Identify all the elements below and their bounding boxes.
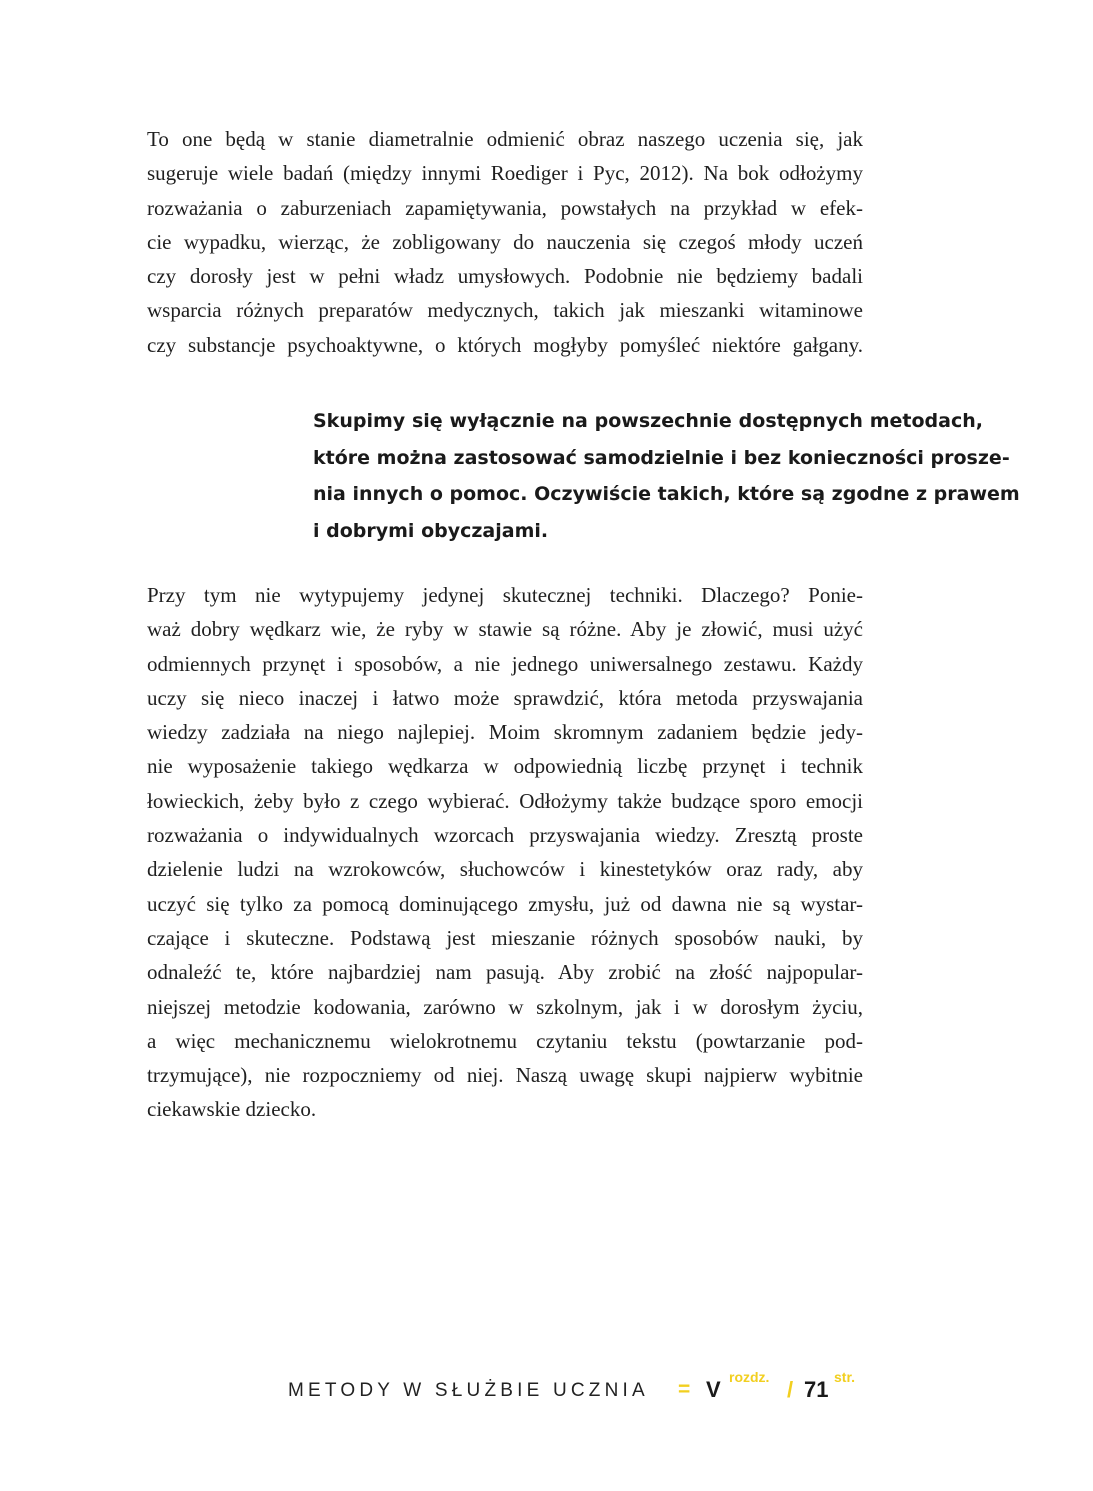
text-line: wsparcia różnych preparatów medycznych, takich jak mieszanki witaminowe <box>147 298 863 323</box>
pull-quote <box>313 403 1020 549</box>
text-line: odnaleźć te, które najbardziej nam pasują. Aby zrobić na złość najpopular- <box>147 960 863 985</box>
text-line: nie wyposażenie takiego wędkarza w odpowiednią liczbę przynęt i technik <box>147 754 863 779</box>
text-line: cie wypadku, wierząc, że zobligowany do nauczenia się czegoś młody uczeń <box>147 229 863 254</box>
page-number: 71 <box>804 1377 829 1402</box>
text-line: To one będą w stanie diametralnie odmienić obraz naszego uczenia się, jak <box>147 127 863 151</box>
page-label: str. <box>834 1369 856 1385</box>
text-line: a więc mechanicznemu wielokrotnemu czytaniu tekstu (powtarzanie pod- <box>147 1028 863 1053</box>
text-line: dzielenie ludzi na wzrokowców, słuchowców i kinestetyków oraz rady, aby <box>147 857 863 882</box>
text-line: łowieckich, żeby było z czego wybierać. Odłożymy także budzące sporo emocji <box>147 788 863 813</box>
pull-quote-line: i dobrymi obyczajami. <box>313 519 549 542</box>
body-paragraph-2 <box>147 578 863 1127</box>
text-line: niejszej metodzie kodowania, zarówno w szkolnym, jak i w dorosłym życiu, <box>147 994 863 1019</box>
text-line: sugeruje wiele badań (między innymi Roediger i Pyc, 2012). Na bok odłożymy <box>147 161 863 186</box>
text-line: uczy się nieco inaczej i łatwo może sprawdzić, która metoda przyswajania <box>147 685 863 710</box>
text-line: czy dorosły jest w pełni władz umysłowych. Podobnie nie będziemy badali <box>147 264 863 289</box>
pull-quote-line: nia innych o pomoc. Oczywiście takich, które są zgodne z prawem <box>313 483 1020 505</box>
footer-separator: / <box>787 1377 794 1402</box>
text-line: Przy tym nie wytypujemy jedynej skutecznej techniki. Dlaczego? Ponie- <box>147 583 863 607</box>
text-line: rozważania o zaburzeniach zapamiętywania, powstałych na przykład w efek- <box>147 195 863 220</box>
text-line: wiedzy zadziała na niego najlepiej. Moim skromnym zadaniem będzie jedy- <box>147 720 863 745</box>
chapter-number: V <box>706 1377 721 1402</box>
text-line: czające i skuteczne. Podstawą jest mieszanie różnych sposobów nauki, by <box>147 925 863 950</box>
footer-equals-sign: = <box>678 1378 691 1401</box>
text-line: trzymujące), nie rozpoczniemy od niej. Naszą uwagę skupi najpierw wybitnie <box>147 1063 863 1088</box>
text-line: rozważania o indywidualnych wzorcach przyswajania wiedzy. Zresztą proste <box>147 823 863 848</box>
text-line: waż dobry wędkarz wie, że ryby w stawie są różne. Aby je złowić, musi użyć <box>147 617 863 642</box>
pull-quote-line: Skupimy się wyłącznie na powszechnie dostępnych metodach, <box>313 410 983 432</box>
text-line: ciekawskie dziecko. <box>147 1097 317 1122</box>
body-paragraph-1 <box>147 122 863 362</box>
text-line: czy substancje psychoaktywne, o których mogłyby pomyśleć niektóre gałgany. <box>147 332 863 357</box>
text-line: odmiennych przynęt i sposobów, a nie jednego uniwersalnego zestawu. Każdy <box>147 651 863 676</box>
running-title: METODY W SŁUŻBIE UCZNIA <box>288 1380 649 1401</box>
pull-quote-line: które można zastosować samodzielnie i bez konieczności prosze- <box>313 446 1010 469</box>
chapter-label: rozdz. <box>729 1369 770 1385</box>
text-line: uczyć się tylko za pomocą dominującego zmysłu, już od dawna nie są wystar- <box>147 891 863 916</box>
